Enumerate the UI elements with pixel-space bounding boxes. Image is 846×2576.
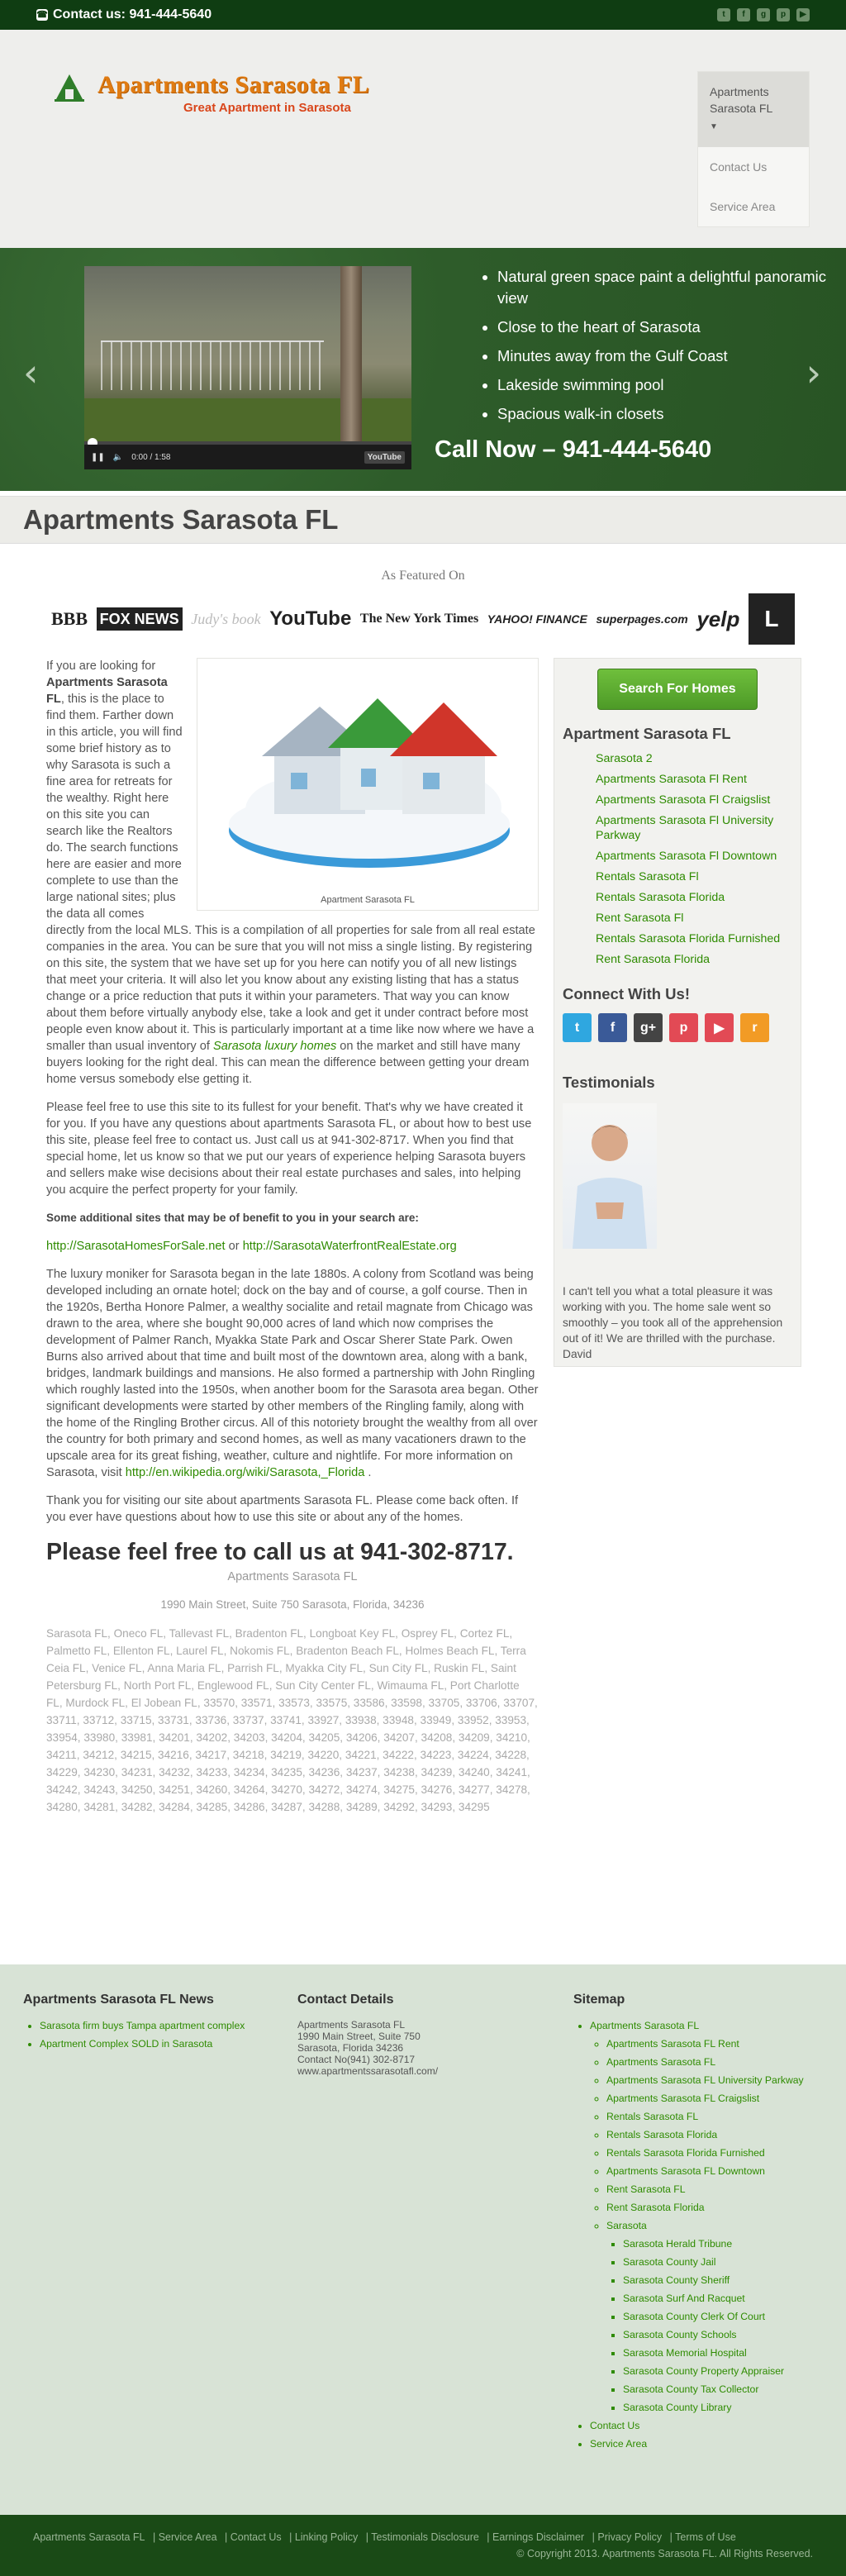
- sitemap-link[interactable]: Service Area: [590, 2438, 648, 2450]
- hero-slider: [0, 248, 846, 491]
- site-logo[interactable]: [53, 71, 369, 115]
- pause-icon[interactable]: ❚❚: [91, 452, 105, 462]
- slider-prev-arrow-icon[interactable]: ‹: [23, 350, 39, 395]
- contact-line: Sarasota, Florida 34236: [297, 2042, 404, 2054]
- contact-phone[interactable]: [36, 7, 212, 22]
- sidebar: [554, 658, 801, 1367]
- sitemap-link[interactable]: Sarasota Herald Tribune: [623, 2238, 733, 2250]
- fox-news-logo: FOX NEWS: [97, 607, 183, 631]
- bottom-link[interactable]: Privacy Policy: [597, 2531, 663, 2543]
- bottom-link[interactable]: Contact Us: [230, 2531, 282, 2543]
- service-area-list: Sarasota FL, Oneco FL, Tallevast FL, Bradenton FL, Longboat Key FL, Osprey FL, Cortez FL, Palmetto FL, Ellenton FL, Laurel FL, Nokomis FL, Bradenton Beach FL, Holmes Beach FL, Terra Ceia FL, Venice FL, Anna Maria FL, Parrish FL, Myakka City FL, Sun City FL, Ruskin FL, Saint Petersburg FL, North Port FL, Englewood FL, Sun City Center FL, Wimauma FL, Port Charlotte FL, Murdock FL, El Jobean FL, 33570, 33571, 33573, 33575, 33586, 33598, 33705, 33706, 33707, 33711, 33712, 33715, 33731, 33736, 33737, 33741, 33927, 33938, 33948, 33949, 33952, 33953, 33954, 33980, 33981, 34201, 34202, 34203, 34204, 34205, 34206, 34207, 34208, 34209, 34210, 34211, 34212, 34215, 34216, 34217, 34218, 34219, 34220, 34221, 34222, 34223, 34224, 34228, 34229, 34230, 34231, 34232, 34233, 34234, 34235, 34236, 34237, 34238, 34239, 34240, 34241, 34242, 34243, 34250, 34251, 34260, 34264, 34270, 34272, 34274, 34275, 34276, 34277, 34278, 34280, 34281, 34282, 34284, 34285, 34286, 34287, 34288, 34289, 34292, 34293, 34295: [46, 1627, 538, 1813]
- rss-icon[interactable]: r: [740, 1013, 769, 1042]
- feature-item: • Minutes away from the Gulf Coast: [497, 345, 846, 367]
- chevron-down-icon: ▼: [710, 122, 718, 131]
- bottom-link[interactable]: Service Area: [158, 2531, 217, 2543]
- testimonial-avatar: [563, 1103, 657, 1249]
- call-now-heading: Call Now – 941-444-5640: [435, 436, 712, 463]
- history-paragraph: The luxury moniker for Sarasota began in the late 1880s. A colony from Scotland was being developed including an ornate hotel; dock on the bay and of course, a golf course. Then in the 1920s, Bertha Honore Palmer, a wealthy socialite and retail magnate from Chicago was drawn to the area, where she bought 90,000 acres of land which now comprises the development of Palmer Ranch, Myakka State Park and Oscar Sherer State Park. Owen Burns also arrived about that time and built most of the downtown area, along with a bank, bridges, landmark buildings and mansions. He also formed a partnership with John Ringling which roughly lasted into the 1950s, when another boom for the Sarasota area began. Other significant developments were started by other members of the Ringling family, along with the home of the Ringling Brother circus. All of this notoriety brought the wealthy from all over the country for both primary and second homes, as well as many vacationers drawn to the upscale area for its great fishing, weather, culture and nightlife. For more information on Sarasota, visit http://en.wikipedia.org/wiki/Sarasota,_Florida .: [46, 1268, 539, 1479]
- featured-logos: [51, 592, 795, 646]
- main-nav: [697, 71, 810, 227]
- sidebar-link[interactable]: Apartments Sarasota Fl Rent: [596, 773, 747, 786]
- search-homes-button[interactable]: Search For Homes: [597, 669, 758, 710]
- sitemap-link[interactable]: Rentals Sarasota FL: [606, 2111, 699, 2122]
- page-title-bar: [0, 496, 846, 544]
- footer-news: [23, 1993, 288, 2055]
- contact-line: 1990 Main Street, Suite 750: [297, 2031, 421, 2042]
- featured-on: [0, 569, 846, 646]
- sitemap-link[interactable]: Sarasota County Library: [623, 2402, 732, 2413]
- nav-item-contact[interactable]: Contact Us: [710, 160, 768, 174]
- connect-heading: Connect With Us!: [563, 985, 690, 1002]
- sitemap-link[interactable]: Sarasota County Clerk Of Court: [623, 2311, 766, 2322]
- pinterest-icon[interactable]: p: [669, 1013, 698, 1042]
- connect-social-links: [563, 1013, 792, 1042]
- hero-features: [481, 266, 846, 432]
- sidebar-link[interactable]: Apartments Sarasota Fl University Parkway: [596, 814, 774, 842]
- article: [46, 658, 539, 1816]
- testimonials-heading: Testimonials: [563, 1074, 655, 1091]
- sitemap-link[interactable]: Sarasota: [606, 2220, 647, 2231]
- call-us-heading: Please feel free to call us at 941-302-8717.: [46, 1539, 514, 1565]
- sidebar-link[interactable]: Apartments Sarasota Fl Craigslist: [596, 793, 771, 807]
- footer-contact: [297, 1993, 545, 2077]
- sarasota-homes-link[interactable]: http://SarasotaHomesForSale.net: [46, 1240, 226, 1253]
- business-name: Apartments Sarasota FL: [227, 1570, 358, 1583]
- nav-item-apartments[interactable]: Apartments Sarasota FL ▼: [698, 72, 809, 147]
- testimonial-author: David: [563, 1348, 592, 1360]
- judys-book-logo: Judy's book: [191, 610, 261, 627]
- news-link[interactable]: Sarasota firm buys Tampa apartment complex: [40, 2020, 245, 2031]
- footer-sitemap: [573, 1993, 821, 2455]
- nyt-logo: The New York Times: [359, 612, 479, 626]
- facebook-icon[interactable]: f: [737, 8, 750, 21]
- feature-item: • Spacious walk-in closets: [497, 403, 846, 425]
- footer-news-heading: Apartments Sarasota FL News: [23, 1993, 214, 2007]
- contact-website[interactable]: www.apartmentssarasotafl.com/: [297, 2065, 439, 2077]
- sites-links: http://SarasotaHomesForSale.net or http://SarasotaWaterfrontRealEstate.org: [46, 1240, 457, 1253]
- youtube-icon[interactable]: ▶: [796, 8, 810, 21]
- youtube-logo[interactable]: YouTube: [364, 451, 405, 464]
- sitemap-link[interactable]: Rent Sarasota Florida: [606, 2202, 705, 2213]
- wikipedia-link[interactable]: http://en.wikipedia.org/wiki/Sarasota,_Florida: [125, 1466, 365, 1479]
- twitter-icon[interactable]: t: [717, 8, 730, 21]
- youtube-logo: YouTube: [269, 607, 352, 630]
- bottom-links: Apartments Sarasota FL | Service Area | Contact Us | Linking Policy | Testimonials Disclosure | Earnings Disclaimer | Privacy Policy | Terms of Use: [33, 2531, 736, 2543]
- site-header: [0, 30, 846, 248]
- bottom-link[interactable]: Linking Policy: [294, 2531, 359, 2543]
- contact-line: Apartments Sarasota FL: [297, 2019, 406, 2031]
- feature-item: • Close to the heart of Sarasota: [497, 317, 846, 338]
- sitemap-link[interactable]: Sarasota County Jail: [623, 2256, 716, 2268]
- yahoo-finance-logo: YAHOO! FINANCE: [487, 612, 587, 626]
- sitemap-link[interactable]: Sarasota Surf And Racquet: [623, 2293, 745, 2304]
- superpages-logo: superpages.com: [596, 612, 688, 626]
- phone-icon: ☎: [36, 10, 48, 20]
- contact-phone-text: Contact us: 941-444-5640: [53, 7, 212, 21]
- featured-image: [197, 658, 539, 911]
- featured-label: As Featured On: [381, 569, 465, 583]
- main-content-area: [0, 658, 846, 1816]
- sitemap-link[interactable]: Sarasota County Tax Collector: [623, 2383, 759, 2395]
- video-time: 0:00 / 1:58: [131, 452, 171, 462]
- bottom-link[interactable]: Apartments Sarasota FL: [33, 2531, 145, 2543]
- youtube-icon[interactable]: ▶: [705, 1013, 734, 1042]
- site-footer: [0, 1964, 846, 2515]
- sidebar-link[interactable]: Rentals Sarasota Florida: [596, 891, 725, 904]
- footer-contact-heading: Contact Details: [297, 1993, 394, 2007]
- l-logo: L: [749, 593, 795, 645]
- sitemap-link[interactable]: Rent Sarasota FL: [606, 2183, 686, 2195]
- bottom-link[interactable]: Terms of Use: [675, 2531, 736, 2543]
- sidebar-link[interactable]: Rent Sarasota Florida: [596, 953, 711, 966]
- sitemap-link[interactable]: Rentals Sarasota Florida: [606, 2129, 718, 2140]
- luxury-homes-link[interactable]: Sarasota luxury homes: [212, 1040, 337, 1053]
- sitemap-link[interactable]: Apartments Sarasota FL University Parkway: [606, 2074, 804, 2086]
- sitemap-link[interactable]: Sarasota Memorial Hospital: [623, 2347, 747, 2359]
- slider-next-arrow-icon[interactable]: ›: [806, 350, 821, 395]
- sidebar-heading: Apartment Sarasota FL: [563, 725, 731, 742]
- testimonial-quote: I can't tell you what a total pleasure it was working with you. The home sale went so smoothly – you took all of the apprehension out of it! We are thrilled with the purchase.: [563, 1285, 783, 1345]
- sidebar-link[interactable]: Rentals Sarasota Florida Furnished: [596, 932, 781, 945]
- sitemap-link[interactable]: Contact Us: [590, 2420, 640, 2431]
- feature-item: • Lakeside swimming pool: [497, 374, 846, 396]
- logo-title: Apartments Sarasota FL: [97, 71, 370, 98]
- video-player[interactable]: [84, 266, 411, 469]
- bbb-logo: BBB: [51, 608, 88, 629]
- business-address: 1990 Main Street, Suite 750 Sarasota, Florida, 34236: [160, 1598, 425, 1611]
- logo-subtitle: Great Apartment in Sarasota: [183, 101, 351, 115]
- top-bar: [0, 0, 846, 30]
- sidebar-link[interactable]: Apartments Sarasota Fl Downtown: [596, 850, 777, 863]
- houses-cloud-image: [204, 665, 531, 887]
- sitemap-link[interactable]: Sarasota County Schools: [623, 2329, 737, 2340]
- page-title: Apartments Sarasota FL: [23, 504, 339, 535]
- sidebar-links: [563, 751, 792, 967]
- yelp-logo: yelp: [696, 606, 740, 631]
- sitemap-link[interactable]: Apartments Sarasota FL: [606, 2056, 716, 2068]
- copyright: © Copyright 2013. Apartments Sarasota FL. All Rights Reserved.: [516, 2548, 813, 2559]
- sitemap-link[interactable]: Apartments Sarasota FL Craigslist: [606, 2093, 760, 2104]
- paragraph: Thank you for visiting our site about apartments Sarasota FL. Please come back often. If you ever have questions about how to use this site or about any of the homes.: [46, 1494, 519, 1524]
- contact-line: Contact No(941) 302-8717: [297, 2054, 416, 2065]
- nav-item-service-area[interactable]: Service Area: [710, 200, 776, 213]
- paragraph: Please feel free to use this site to its fullest for your benefit. That's why we have created it for you. If you have any questions about apartments Sarasota FL, or about how to best use this site, please feel free to contact us. Just call us at 941-302-8717. When you find that special home, let us know so that we put our years of experience helping Sarasota buyers and sellers make wise decisions about their real estate purchases and sales, into helping you acquire the perfect property for your family.: [46, 1101, 532, 1197]
- intro-paragraph: If you are looking for Apartments Sarasota FL, this is the place to find them. Farther down in this article, you will find some brief history as to why Sarasota is such a fine area for retreats for the wealthy. Right here on this site you can search like the Realtors do. The search functions here are easier and more complete to use than the large national sites; plus the data all comes directly from the local MLS. This is a compilation of all properties for sale from all real estate companies in the area. You can be sure that you will not miss a single listing. By registering on this site, the system that we have set up for you here can notify you of all new listings that meet your criteria. It will also let you know about any existing listing that has a status change or a price reduction that puts it within your parameters. That way you can know about them before virtually anybody else, take a look and get it under contract before most people even know about it. This is particularly important at a time like now where we have a smaller than usual inventory of Sarasota luxury homes on the market and still have many buyers looking for the right deal. This can mean the difference between getting your dream home versus somebody else getting it.: [46, 659, 535, 1086]
- sidebar-link[interactable]: Sarasota 2: [596, 752, 653, 765]
- sarasota-waterfront-link[interactable]: http://SarasotaWaterfrontRealEstate.org: [242, 1240, 457, 1253]
- top-social-links: [717, 8, 810, 21]
- footer-sitemap-heading: Sitemap: [573, 1993, 625, 2007]
- pinterest-icon[interactable]: p: [777, 8, 790, 21]
- bottom-bar: [0, 2515, 846, 2576]
- sitemap-link[interactable]: Apartments Sarasota FL Downtown: [606, 2165, 765, 2177]
- sitemap-link[interactable]: Apartments Sarasota FL: [590, 2020, 700, 2031]
- sidebar-link[interactable]: Rent Sarasota Fl: [596, 912, 684, 925]
- google-plus-icon[interactable]: g+: [634, 1013, 663, 1042]
- google-plus-icon[interactable]: g: [757, 8, 770, 21]
- sites-heading: Some additional sites that may be of benefit to you in your search are:: [46, 1212, 419, 1224]
- sitemap-link[interactable]: Sarasota County Sheriff: [623, 2274, 730, 2286]
- video-frame: [84, 266, 411, 445]
- sitemap-link[interactable]: Sarasota County Property Appraiser: [623, 2365, 785, 2377]
- twitter-icon[interactable]: t: [563, 1013, 592, 1042]
- feature-item: • Natural green space paint a delightful panoramic view: [497, 266, 846, 309]
- bottom-link[interactable]: Testimonials Disclosure: [371, 2531, 479, 2543]
- intro-keyword: Apartments Sarasota FL: [46, 676, 168, 706]
- image-caption: Apartment Sarasota FL: [321, 895, 415, 905]
- bottom-link[interactable]: Earnings Disclaimer: [492, 2531, 585, 2543]
- sidebar-link[interactable]: Rentals Sarasota Fl: [596, 870, 699, 883]
- sitemap-link[interactable]: Rentals Sarasota Florida Furnished: [606, 2147, 765, 2159]
- volume-icon[interactable]: 🔈: [112, 452, 124, 462]
- video-controls: [84, 445, 411, 469]
- sitemap-link[interactable]: Apartments Sarasota FL Rent: [606, 2038, 739, 2050]
- facebook-icon[interactable]: f: [598, 1013, 627, 1042]
- house-logo-icon: [53, 71, 86, 104]
- news-link[interactable]: Apartment Complex SOLD in Sarasota: [40, 2038, 213, 2050]
